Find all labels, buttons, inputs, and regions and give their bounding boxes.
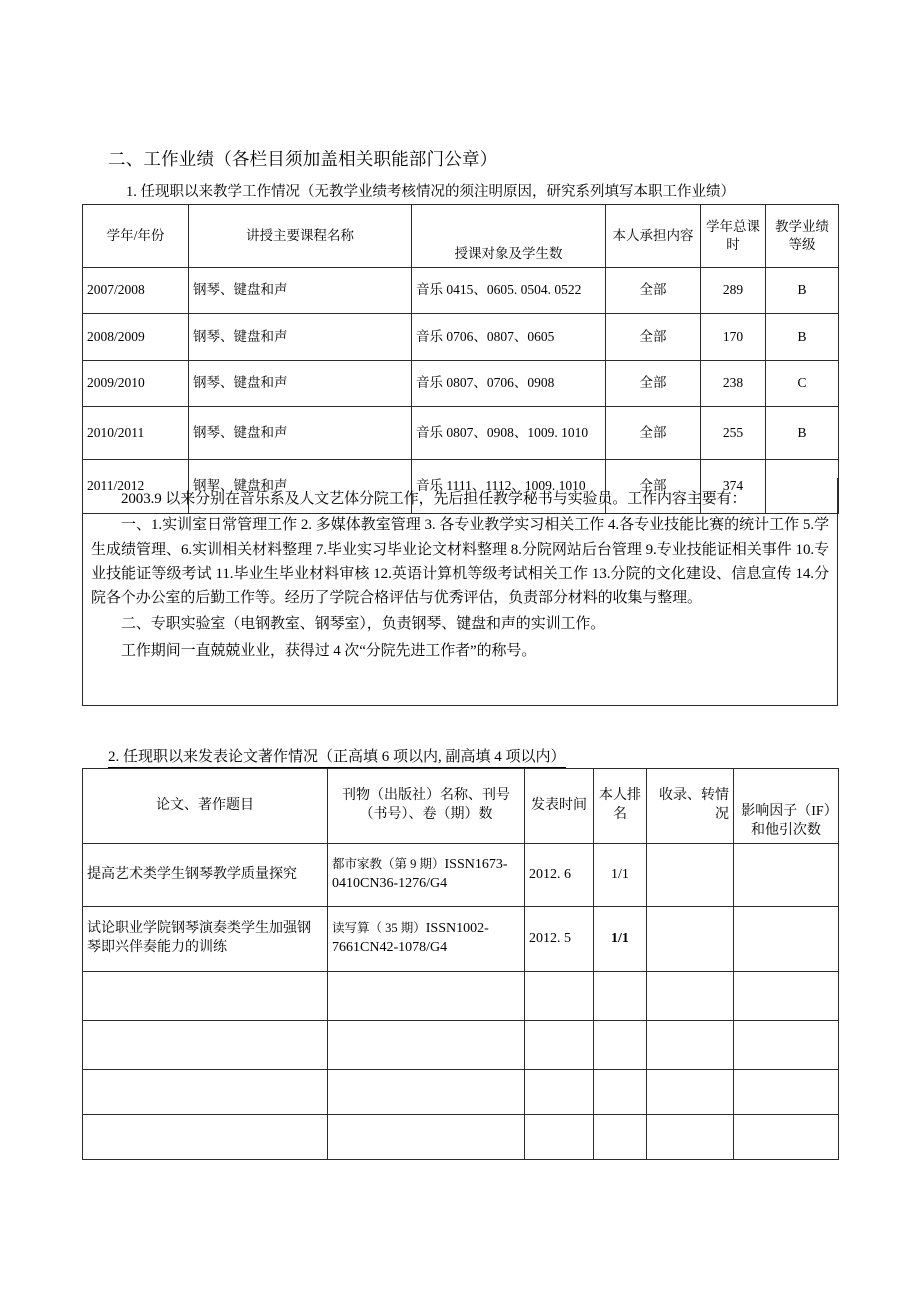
cell-paper-title — [83, 1021, 328, 1070]
cell-objects: 音乐 1111、1112、1009. 1010 — [412, 460, 606, 514]
cell-impact-factor — [734, 1021, 839, 1070]
table-row — [83, 407, 839, 460]
cell-course: 钢琴、键盘和声 — [189, 407, 412, 460]
cell-hours: 374 — [701, 460, 766, 514]
cell-year: 2010/2011 — [83, 407, 189, 460]
table-row — [83, 1021, 839, 1070]
table-header-row — [83, 769, 839, 844]
header-impact-factor: 影响因子（IF）和他引次数 — [734, 769, 839, 844]
cell-publish-date — [525, 1021, 594, 1070]
cell-author-rank — [594, 1115, 647, 1160]
cell-publish-date — [525, 972, 594, 1021]
cell-hours: 289 — [701, 268, 766, 314]
cell-author-rank: 1/1 — [594, 844, 647, 907]
header-indexing: 收录、转情况 — [647, 769, 734, 844]
cell-grade: B — [766, 268, 839, 314]
cell-paper-title: 提高艺术类学生钢琴教学质量探究 — [83, 844, 328, 907]
header-publish-date: 发表时间 — [525, 769, 594, 844]
cell-year: 2011/2012 — [83, 460, 189, 514]
cell-indexing — [647, 1070, 734, 1115]
header-course: 讲授主要课程名称 — [189, 205, 412, 268]
cell-journal-code: ISSN1673-0410CN36-1276/G4 — [332, 857, 508, 891]
cell-paper-title — [83, 1115, 328, 1160]
cell-author-rank: 1/1 — [594, 907, 647, 972]
cell-publish-date: 2012. 6 — [525, 844, 594, 907]
work-narrative-block — [82, 478, 838, 706]
table-row — [83, 972, 839, 1021]
cell-paper-title: 试论职业学院钢琴演奏类学生加强钢琴即兴伴奏能力的训练 — [83, 907, 328, 972]
table-row — [83, 361, 839, 407]
cell-paper-title — [83, 972, 328, 1021]
cell-indexing — [647, 1021, 734, 1070]
cell-responsibility: 全部 — [606, 460, 701, 514]
header-total-hours: 学年总课时 — [701, 205, 766, 268]
cell-objects: 音乐 0807、0706、0908 — [412, 361, 606, 407]
table-row — [83, 1070, 839, 1115]
header-paper-title: 论文、著作题目 — [83, 769, 328, 844]
cell-impact-factor — [734, 1115, 839, 1160]
narrative-paragraph-3: 二、专职实验室（电钢教室、钢琴室），负责钢琴、键盘和声的实训工作。 — [121, 616, 606, 633]
table-row — [83, 1115, 839, 1160]
cell-year: 2008/2009 — [83, 314, 189, 361]
cell-responsibility: 全部 — [606, 268, 701, 314]
cell-journal — [328, 972, 525, 1021]
cell-journal — [328, 1070, 525, 1115]
cell-journal-code: ISSN1002-7661CN42-1078/G4 — [332, 921, 489, 955]
cell-author-rank — [594, 1070, 647, 1115]
cell-indexing — [647, 1115, 734, 1160]
cell-objects: 音乐 0706、0807、0605 — [412, 314, 606, 361]
cell-publish-date: 2012. 5 — [525, 907, 594, 972]
publications-table — [82, 768, 839, 1160]
table-row — [83, 268, 839, 314]
cell-impact-factor — [734, 972, 839, 1021]
cell-responsibility: 全部 — [606, 407, 701, 460]
header-journal: 刊物（出版社）名称、刊号（书号）、卷（期）数 — [328, 769, 525, 844]
section-heading: 二、工作业绩（各栏目须加盖相关职能部门公章） — [108, 149, 498, 169]
cell-year: 2009/2010 — [83, 361, 189, 407]
header-author-rank: 本人排名 — [594, 769, 647, 844]
cell-course: 钢琴、键盘和声 — [189, 268, 412, 314]
table-row — [83, 844, 839, 907]
narrative-paragraph-4: 工作期间一直兢兢业业，获得过 4 次“分院先进工作者”的称号。 — [121, 642, 537, 659]
cell-publish-date — [525, 1070, 594, 1115]
subsection-heading-papers: 2. 任现职以来发表论文著作情况（正高填 6 项以内, 副高填 4 项以内） — [108, 745, 566, 768]
cell-author-rank — [594, 1021, 647, 1070]
header-objects: 授课对象及学生数 — [412, 205, 606, 268]
table-row — [83, 907, 839, 972]
cell-year: 2007/2008 — [83, 268, 189, 314]
header-responsibility: 本人承担内容 — [606, 205, 701, 268]
cell-impact-factor — [734, 1070, 839, 1115]
narrative-paragraph-2: 一、1.实训室日常管理工作 2. 多媒体教室管理 3. 各专业教学实习相关工作 4.各专业技能比赛的统计工作 5.学生成绩管理、6.实训相关材料整理 7.毕业实习毕业论文材料整理 8.分院网站后台管理 9.专业技能证相关事件 10.专业技能证等级考试 11.毕业生毕业材料审核 12.英语计算机等级考试相关工作 13.分院的文化建设、信息宣传 14.分院各个办公室的后勤工作等。经历了学院合格评估与优秀评估，负责部分材料的收集与整理。 — [91, 517, 829, 607]
cell-impact-factor — [734, 907, 839, 972]
cell-journal-name: 都市家教（第 9 期） — [332, 857, 445, 872]
teaching-record-table — [82, 204, 839, 514]
cell-indexing — [647, 907, 734, 972]
cell-journal — [328, 1021, 525, 1070]
cell-journal — [328, 844, 525, 907]
table-row — [83, 314, 839, 361]
cell-publish-date — [525, 1115, 594, 1160]
cell-responsibility: 全部 — [606, 361, 701, 407]
cell-course: 钢挈、键盘和声 — [189, 460, 412, 514]
cell-journal — [328, 1115, 525, 1160]
header-grade: 教学业绩等级 — [766, 205, 839, 268]
cell-impact-factor — [734, 844, 839, 907]
cell-hours: 170 — [701, 314, 766, 361]
cell-objects: 音乐 0807、0908、1009. 1010 — [412, 407, 606, 460]
cell-journal-name: 读写算（ 35 期） — [332, 921, 426, 936]
narrative-paragraph-1: 2003.9 以来分别在音乐系及人文艺体分院工作，先后担任教学秘书与实验员。工作内容主要有： — [121, 491, 747, 507]
subsection-heading-teaching: 1. 任现职以来教学工作情况（无教学业绩考核情况的须注明原因，研究系列填写本职工作业绩） — [126, 184, 735, 200]
cell-objects: 音乐 0415、0605. 0504. 0522 — [412, 268, 606, 314]
cell-responsibility: 全部 — [606, 314, 701, 361]
cell-journal — [328, 907, 525, 972]
cell-hours: 238 — [701, 361, 766, 407]
cell-course: 钢琴、键盘和声 — [189, 361, 412, 407]
cell-course: 钢琴、键盘和声 — [189, 314, 412, 361]
cell-indexing — [647, 844, 734, 907]
cell-grade: B — [766, 407, 839, 460]
cell-indexing — [647, 972, 734, 1021]
cell-grade: C — [766, 361, 839, 407]
cell-hours: 255 — [701, 407, 766, 460]
cell-author-rank — [594, 972, 647, 1021]
cell-grade: B — [766, 314, 839, 361]
cell-paper-title — [83, 1070, 328, 1115]
header-year: 学年/年份 — [83, 205, 189, 268]
table-header-row — [83, 205, 839, 268]
